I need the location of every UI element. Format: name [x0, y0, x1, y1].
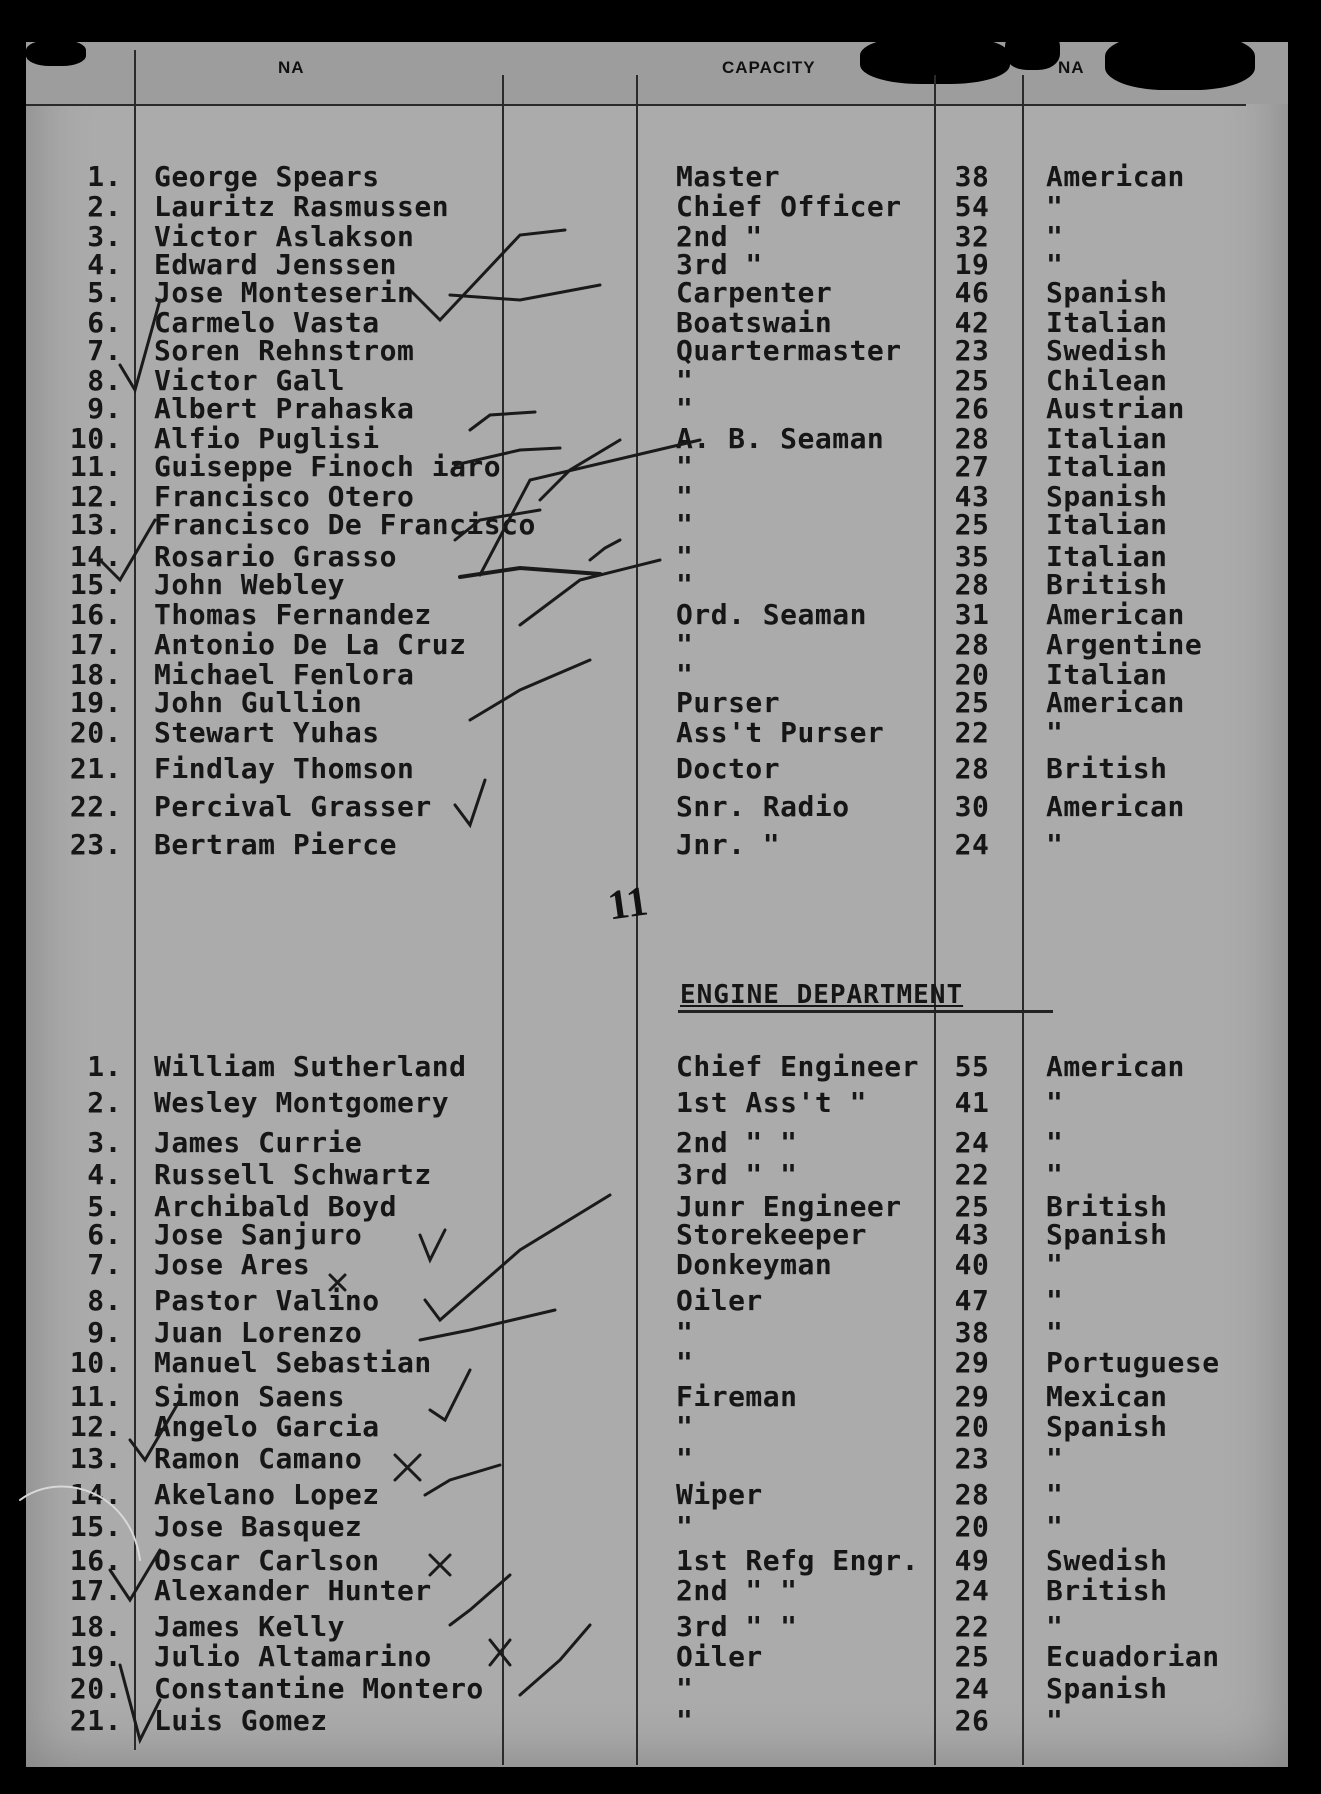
crew-capacity: Doctor — [676, 752, 781, 785]
row-number: 10. — [69, 1346, 122, 1379]
check-mark-icon — [470, 412, 535, 430]
row-number: 16. — [69, 1544, 122, 1577]
crew-age: 29 — [954, 1380, 990, 1413]
crew-age: 20 — [954, 1410, 990, 1443]
crew-name: Simon Saens — [154, 1380, 345, 1413]
crew-name: Victor Gall — [154, 364, 345, 397]
crew-age: 24 — [954, 1126, 990, 1159]
check-mark-icon — [420, 1310, 555, 1340]
crew-age: 43 — [954, 480, 990, 513]
crew-name: John Gullion — [154, 686, 363, 719]
crew-nationality: " — [1046, 1284, 1064, 1317]
row-number: 8. — [87, 364, 122, 397]
crew-name: Luis Gomez — [154, 1704, 328, 1737]
row-number: 22. — [69, 790, 122, 823]
crew-name: James Currie — [154, 1126, 363, 1159]
row-number: 9. — [87, 1316, 122, 1349]
crew-capacity: Snr. Radio — [676, 790, 850, 823]
row-number: 5. — [87, 1190, 122, 1223]
crew-nationality: " — [1046, 1248, 1064, 1281]
row-number: 14. — [69, 540, 122, 573]
row-number: 17. — [69, 628, 122, 661]
crew-capacity: Storekeeper — [676, 1218, 867, 1251]
row-number: 15. — [69, 1510, 122, 1543]
row-number: 6. — [87, 306, 122, 339]
crew-nationality: Italian — [1046, 422, 1168, 455]
crew-name: Pastor Valino — [154, 1284, 380, 1317]
crew-capacity: Carpenter — [676, 276, 833, 309]
row-number: 5. — [87, 276, 122, 309]
crew-age: 49 — [954, 1544, 990, 1577]
crew-nationality: " — [1046, 1478, 1064, 1511]
crew-name: Victor Aslakson — [154, 220, 415, 253]
row-number: 12. — [69, 480, 122, 513]
crew-capacity: " — [676, 540, 694, 573]
row-number: 18. — [69, 1610, 122, 1643]
check-mark-icon — [455, 510, 540, 540]
crew-capacity: 2nd " " — [676, 1126, 798, 1159]
crew-nationality: British — [1046, 1190, 1168, 1223]
crew-name: Francisco De Francisco — [154, 508, 536, 541]
cross-mark-icon — [430, 1555, 450, 1575]
crew-nationality: " — [1046, 1086, 1064, 1119]
row-number: 17. — [69, 1574, 122, 1607]
row-number: 7. — [87, 1248, 122, 1281]
check-mark-icon — [130, 1400, 180, 1460]
crew-capacity: " — [676, 658, 694, 691]
crew-nationality: " — [1046, 1610, 1064, 1643]
crew-capacity: " — [676, 1672, 694, 1705]
row-number: 8. — [87, 1284, 122, 1317]
crew-age: 20 — [954, 1510, 990, 1543]
crew-capacity: " — [676, 1410, 694, 1443]
crew-name: Michael Fenlora — [154, 658, 415, 691]
crew-age: 28 — [954, 422, 990, 455]
crew-nationality: Austrian — [1046, 392, 1185, 425]
check-mark-icon — [430, 1370, 470, 1420]
row-number: 23. — [69, 828, 122, 861]
row-number: 16. — [69, 598, 122, 631]
check-mark-icon — [120, 1665, 160, 1740]
crew-age: 30 — [954, 790, 990, 823]
crew-capacity: " — [676, 364, 694, 397]
crew-name: Wesley Montgomery — [154, 1086, 450, 1119]
row-number: 4. — [87, 248, 122, 281]
check-mark-icon — [450, 1575, 510, 1625]
crew-capacity: " — [676, 508, 694, 541]
crew-age: 24 — [954, 828, 990, 861]
row-number: 21. — [69, 752, 122, 785]
crew-age: 19 — [954, 248, 990, 281]
crew-age: 38 — [954, 160, 990, 193]
row-number: 9. — [87, 392, 122, 425]
crew-nationality: Argentine — [1046, 628, 1203, 661]
crew-name: Akelano Lopez — [154, 1478, 380, 1511]
crew-name: Bertram Pierce — [154, 828, 398, 861]
engine-department-heading: ENGINE DEPARTMENT — [680, 980, 964, 1010]
crew-age: 20 — [954, 658, 990, 691]
crew-capacity: " — [676, 1510, 694, 1543]
header-nationality-column: NA — [1058, 58, 1085, 77]
crew-capacity: " — [676, 1346, 694, 1379]
crew-age: 46 — [954, 276, 990, 309]
row-number: 18. — [69, 658, 122, 691]
check-mark-icon — [455, 448, 560, 465]
crew-name: Jose Sanjuro — [154, 1218, 363, 1251]
crew-age: 24 — [954, 1574, 990, 1607]
crew-age: 40 — [954, 1248, 990, 1281]
row-number: 19. — [69, 1640, 122, 1673]
crew-nationality: " — [1046, 1704, 1064, 1737]
crew-nationality: " — [1046, 248, 1064, 281]
crew-age: 29 — [954, 1346, 990, 1379]
crew-nationality: Swedish — [1046, 1544, 1168, 1577]
crew-age: 42 — [954, 306, 990, 339]
crew-nationality: Italian — [1046, 540, 1168, 573]
crew-capacity: A. B. Seaman — [676, 422, 885, 455]
row-number: 3. — [87, 220, 122, 253]
crew-nationality: American — [1046, 160, 1185, 193]
crew-age: 32 — [954, 220, 990, 253]
crew-name: Francisco Otero — [154, 480, 415, 513]
strike-line — [460, 568, 600, 577]
crew-capacity: 3rd " — [676, 248, 763, 281]
crew-nationality: British — [1046, 1574, 1168, 1607]
crew-capacity: " — [676, 1704, 694, 1737]
crew-name: Archibald Boyd — [154, 1190, 398, 1223]
row-number: 7. — [87, 334, 122, 367]
crew-nationality: Mexican — [1046, 1380, 1168, 1413]
crew-capacity: Ass't Purser — [676, 716, 885, 749]
crew-nationality: Spanish — [1046, 1410, 1168, 1443]
handwritten-page-mark: 11 — [604, 878, 651, 930]
crew-age: 41 — [954, 1086, 990, 1119]
crew-name: Jose Basquez — [154, 1510, 363, 1543]
crew-nationality: " — [1046, 1442, 1064, 1475]
crew-age: 54 — [954, 190, 990, 223]
crew-name: Jose Monteserin — [154, 276, 415, 309]
row-number: 20. — [69, 716, 122, 749]
crew-age: 22 — [954, 1610, 990, 1643]
crew-age: 25 — [954, 508, 990, 541]
crew-nationality: " — [1046, 828, 1064, 861]
crew-nationality: American — [1046, 598, 1185, 631]
crew-age: 23 — [954, 334, 990, 367]
crew-name: Angelo Garcia — [154, 1410, 380, 1443]
crew-name: Guiseppe Finoch iaro — [154, 450, 502, 483]
crew-nationality: Spanish — [1046, 1218, 1168, 1251]
crew-age: 22 — [954, 716, 990, 749]
crew-name: Alexander Hunter — [154, 1574, 432, 1607]
crew-name: Percival Grasser — [154, 790, 432, 823]
check-mark-icon — [480, 440, 700, 575]
row-number: 3. — [87, 1126, 122, 1159]
crew-nationality: " — [1046, 1126, 1064, 1159]
crew-name: James Kelly — [154, 1610, 345, 1643]
crew-age: 23 — [954, 1442, 990, 1475]
crew-nationality: American — [1046, 1050, 1185, 1083]
row-number: 21. — [69, 1704, 122, 1737]
row-number: 14. — [69, 1478, 122, 1511]
row-number: 2. — [87, 190, 122, 223]
crew-nationality: Spanish — [1046, 276, 1168, 309]
crew-capacity: Master — [676, 160, 781, 193]
crew-capacity: 2nd " — [676, 220, 763, 253]
crew-capacity: Chief Officer — [676, 190, 902, 223]
crew-age: 25 — [954, 364, 990, 397]
crew-nationality: Italian — [1046, 658, 1168, 691]
check-mark-icon — [120, 300, 160, 390]
crew-capacity: " — [676, 392, 694, 425]
crew-nationality: " — [1046, 1316, 1064, 1349]
crew-nationality: Chilean — [1046, 364, 1168, 397]
crew-age: 25 — [954, 1640, 990, 1673]
check-mark-icon — [410, 230, 565, 320]
crew-age: 27 — [954, 450, 990, 483]
crew-name: George Spears — [154, 160, 380, 193]
row-number: 15. — [69, 568, 122, 601]
row-number: 13. — [69, 1442, 122, 1475]
crew-nationality: Italian — [1046, 306, 1168, 339]
crew-capacity: Ord. Seaman — [676, 598, 867, 631]
crew-name: William Sutherland — [154, 1050, 467, 1083]
check-mark-icon — [420, 1230, 445, 1260]
crew-name: Oscar Carlson — [154, 1544, 380, 1577]
crew-name: Stewart Yuhas — [154, 716, 380, 749]
crew-name: Alfio Puglisi — [154, 422, 380, 455]
crew-age: 26 — [954, 392, 990, 425]
crew-name: Edward Jenssen — [154, 248, 398, 281]
crew-nationality: Spanish — [1046, 480, 1168, 513]
crew-capacity: Jnr. " — [676, 828, 781, 861]
crew-capacity: Wiper — [676, 1478, 763, 1511]
crew-capacity: Oiler — [676, 1284, 763, 1317]
crew-name: Juan Lorenzo — [154, 1316, 363, 1349]
crew-age: 28 — [954, 752, 990, 785]
crew-capacity: " — [676, 450, 694, 483]
crew-capacity: Purser — [676, 686, 781, 719]
check-mark-icon — [590, 540, 620, 560]
crew-capacity: Chief Engineer — [676, 1050, 920, 1083]
crew-name: Rosario Grasso — [154, 540, 398, 573]
crew-age: 24 — [954, 1672, 990, 1705]
crew-capacity: " — [676, 1316, 694, 1349]
crew-age: 28 — [954, 628, 990, 661]
crew-capacity: Oiler — [676, 1640, 763, 1673]
crew-age: 26 — [954, 1704, 990, 1737]
crew-age: 35 — [954, 540, 990, 573]
crew-name: Carmelo Vasta — [154, 306, 380, 339]
row-number: 20. — [69, 1672, 122, 1705]
crew-capacity: 2nd " " — [676, 1574, 798, 1607]
check-mark-icon — [100, 520, 155, 580]
crew-name: Ramon Camano — [154, 1442, 363, 1475]
crew-capacity: " — [676, 568, 694, 601]
crew-name: Findlay Thomson — [154, 752, 415, 785]
crew-nationality: " — [1046, 220, 1064, 253]
stray-mark — [20, 1487, 140, 1561]
crew-nationality: Ecuadorian — [1046, 1640, 1220, 1673]
crew-name: Constantine Montero — [154, 1672, 484, 1705]
crew-capacity: 1st Refg Engr. — [676, 1544, 920, 1577]
crew-name: Lauritz Rasmussen — [154, 190, 450, 223]
crew-capacity: " — [676, 480, 694, 513]
crew-nationality: British — [1046, 752, 1168, 785]
row-number: 1. — [87, 1050, 122, 1083]
crew-nationality: American — [1046, 790, 1185, 823]
crew-name: Albert Prahaska — [154, 392, 415, 425]
crew-age: 28 — [954, 1478, 990, 1511]
crew-age: 38 — [954, 1316, 990, 1349]
crew-capacity: Junr Engineer — [676, 1190, 902, 1223]
crew-name: Antonio De La Cruz — [154, 628, 467, 661]
row-number: 4. — [87, 1158, 122, 1191]
crew-age: 25 — [954, 1190, 990, 1223]
crew-nationality: " — [1046, 1510, 1064, 1543]
crew-nationality: Italian — [1046, 450, 1168, 483]
crew-capacity: Fireman — [676, 1380, 798, 1413]
row-number: 6. — [87, 1218, 122, 1251]
cross-mark-icon — [395, 1455, 420, 1480]
crew-age: 28 — [954, 568, 990, 601]
crew-name: Manuel Sebastian — [154, 1346, 432, 1379]
crew-capacity: " — [676, 628, 694, 661]
crew-nationality: Swedish — [1046, 334, 1168, 367]
crew-nationality: Spanish — [1046, 1672, 1168, 1705]
crew-name: Russell Schwartz — [154, 1158, 432, 1191]
cross-mark-icon — [490, 1640, 510, 1665]
check-mark-icon — [425, 1465, 500, 1495]
row-number: 10. — [69, 422, 122, 455]
check-mark-icon — [455, 780, 485, 825]
check-mark-icon — [110, 1550, 160, 1600]
crew-age: 22 — [954, 1158, 990, 1191]
row-number: 1. — [87, 160, 122, 193]
cross-mark-icon — [330, 1275, 345, 1290]
crew-capacity: " — [676, 1442, 694, 1475]
crew-nationality: Portuguese — [1046, 1346, 1220, 1379]
row-number: 13. — [69, 508, 122, 541]
crew-age: 31 — [954, 598, 990, 631]
crew-age: 55 — [954, 1050, 990, 1083]
crew-name: Julio Altamarino — [154, 1640, 432, 1673]
row-number: 12. — [69, 1410, 122, 1443]
crew-capacity: 3rd " " — [676, 1610, 798, 1643]
crew-age: 43 — [954, 1218, 990, 1251]
row-number: 11. — [69, 450, 122, 483]
crew-name: Soren Rehnstrom — [154, 334, 415, 367]
check-mark-icon — [470, 660, 590, 720]
crew-age: 25 — [954, 686, 990, 719]
crew-capacity: Donkeyman — [676, 1248, 833, 1281]
header-name-column: NA — [278, 58, 305, 77]
check-mark-icon — [425, 1195, 610, 1320]
header-capacity-column: CAPACITY — [722, 58, 816, 77]
crew-nationality: " — [1046, 716, 1064, 749]
crew-nationality: American — [1046, 686, 1185, 719]
crew-capacity: 1st Ass't " — [676, 1086, 867, 1119]
check-mark-icon — [520, 1625, 590, 1695]
crew-name: Jose Ares — [154, 1248, 311, 1281]
crew-name: John Webley — [154, 568, 345, 601]
crew-capacity: Quartermaster — [676, 334, 902, 367]
crew-capacity: Boatswain — [676, 306, 833, 339]
crew-nationality: Italian — [1046, 508, 1168, 541]
crew-nationality: " — [1046, 190, 1064, 223]
row-number: 11. — [69, 1380, 122, 1413]
crew-nationality: British — [1046, 568, 1168, 601]
row-number: 19. — [69, 686, 122, 719]
row-number: 2. — [87, 1086, 122, 1119]
crew-nationality: " — [1046, 1158, 1064, 1191]
crew-capacity: 3rd " " — [676, 1158, 798, 1191]
crew-age: 47 — [954, 1284, 990, 1317]
crew-name: Thomas Fernandez — [154, 598, 432, 631]
